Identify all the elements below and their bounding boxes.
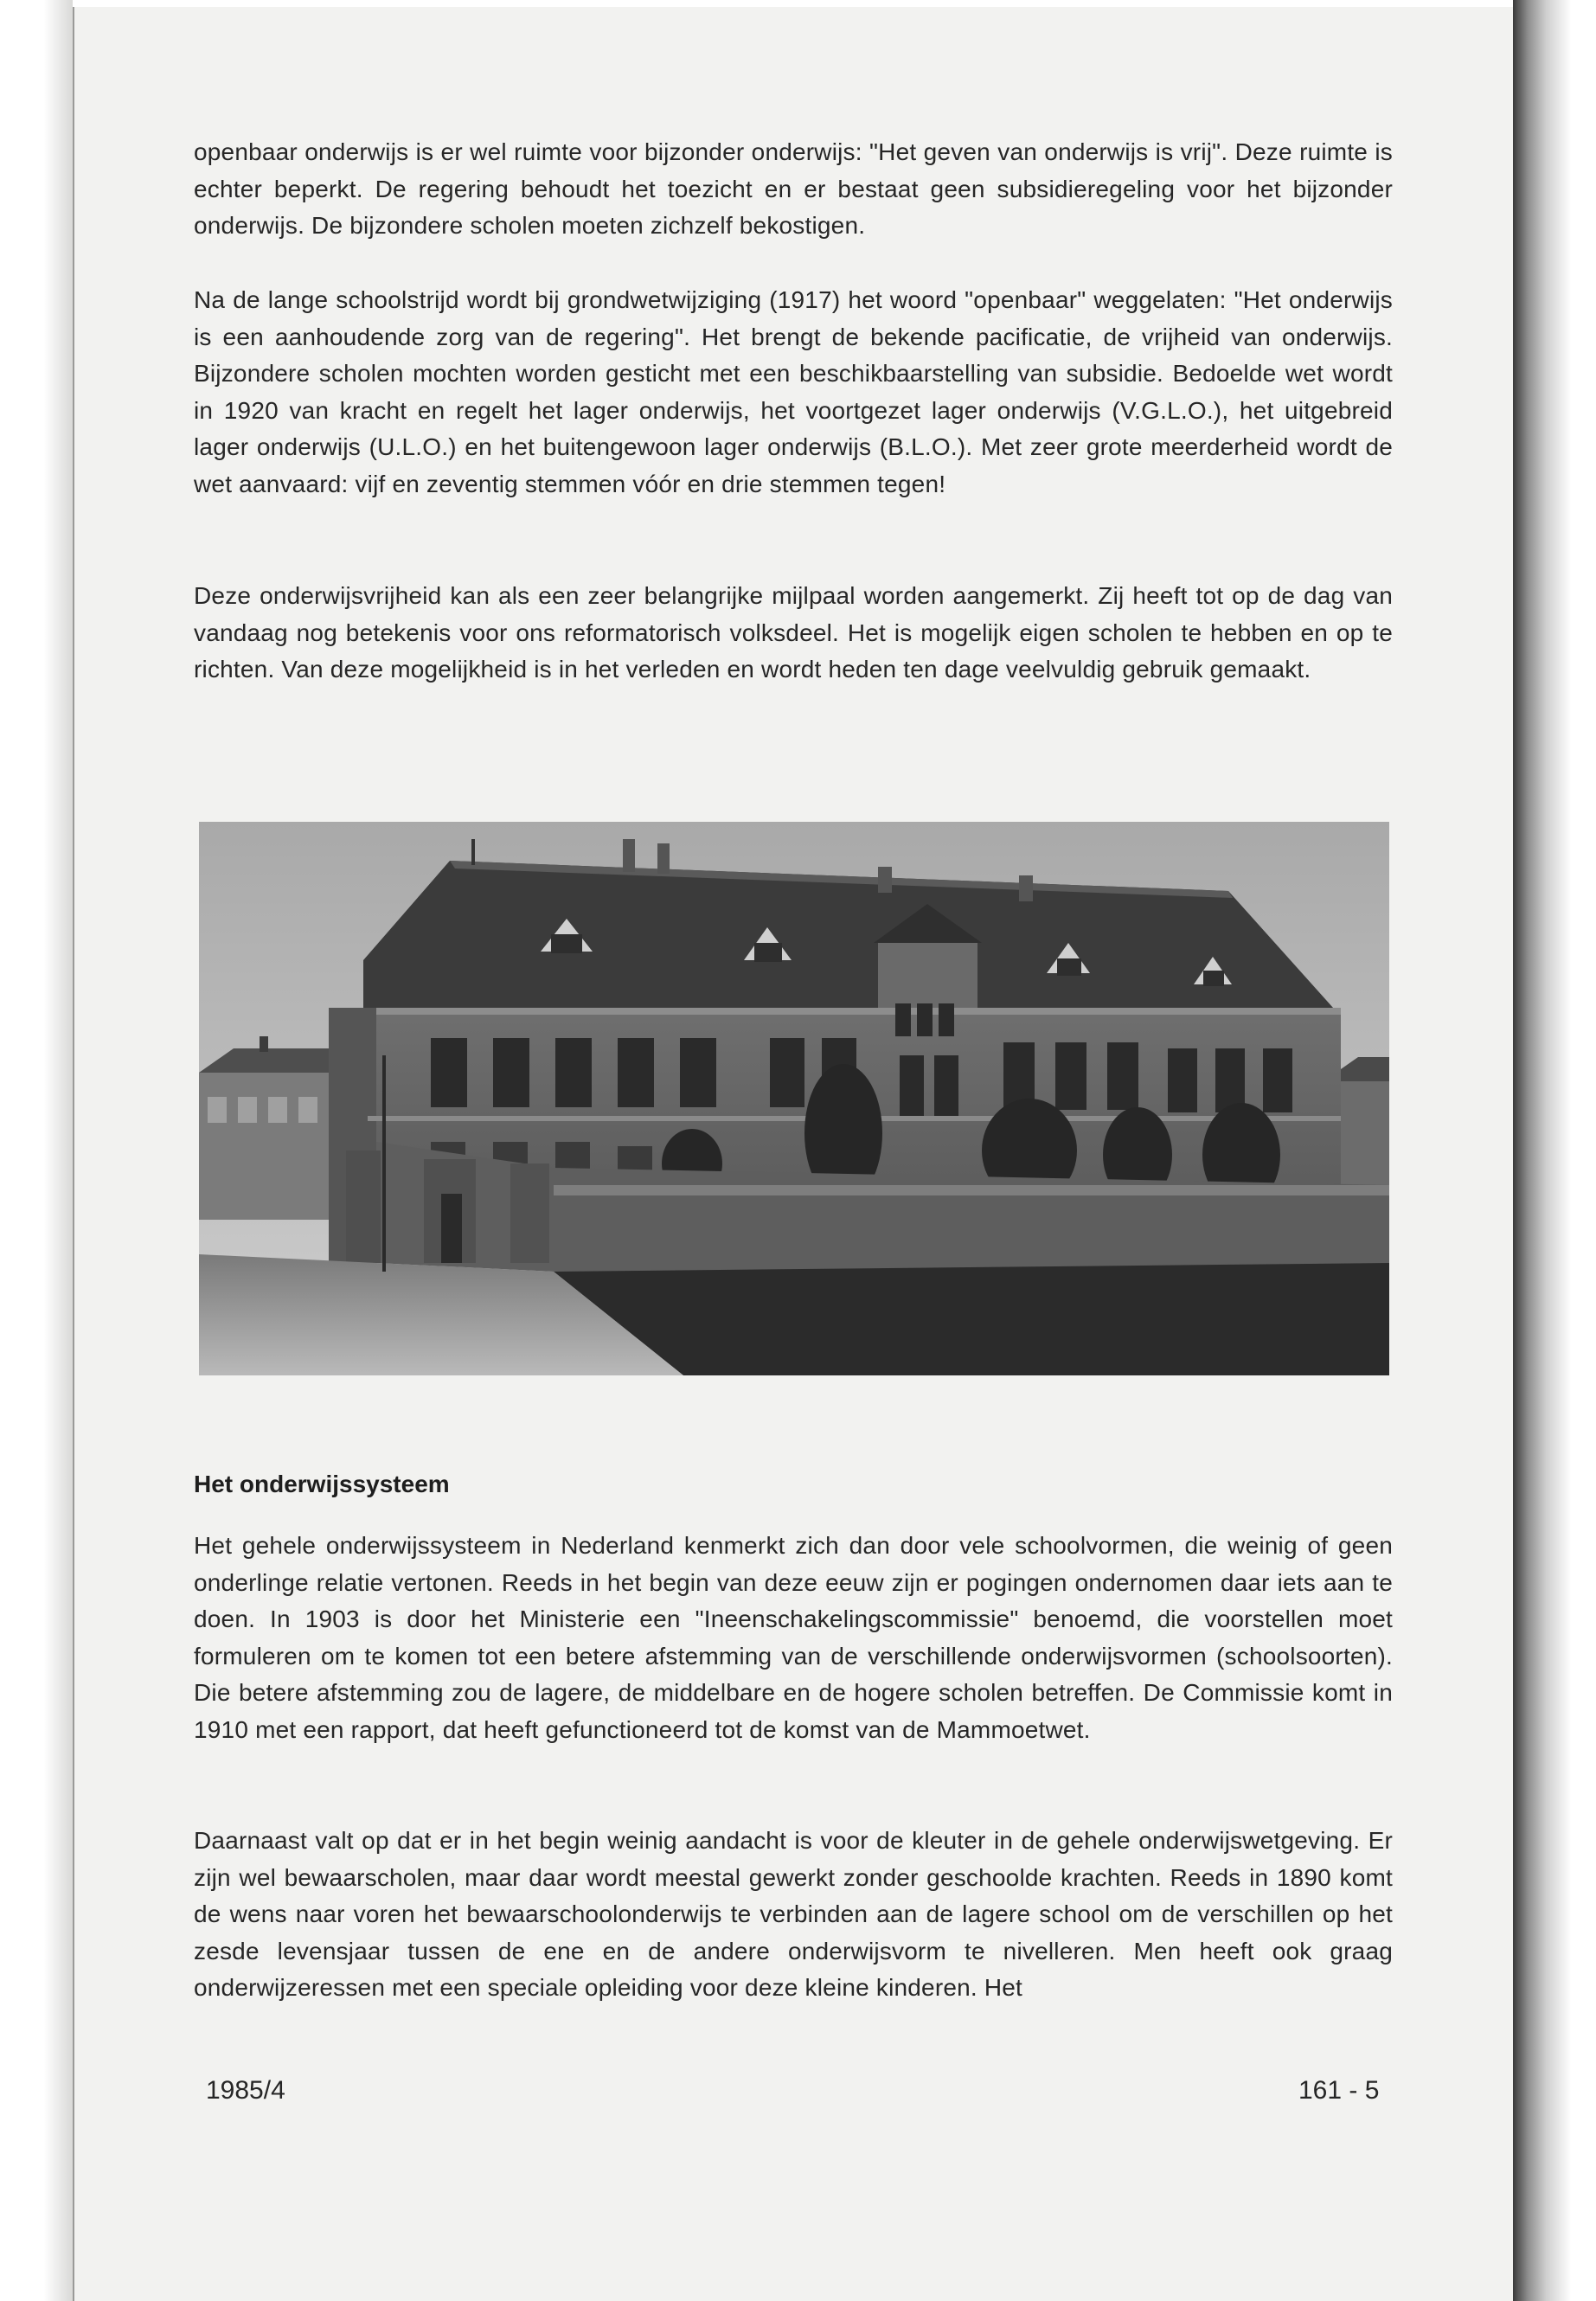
scan-edge-left xyxy=(0,0,73,2301)
section-heading: Het onderwijssysteem xyxy=(194,1471,450,1497)
paragraph-onderwijssysteem: Het gehele onderwijssysteem in Nederland kenmerkt zich dan door vele schoolvormen, die weinig of geen onderlinge relatie vertonen. Reeds in het begin van deze eeuw zijn er pogingen ondernomen daar iets aan te doen. In 1903 is door het Ministerie een "Ineenschakelingscommissie" benoemd, die voorstellen moet formuleren om te komen tot een betere afstemming van de verschillende onderwijsvormen (schoolsoorten). Die betere afstemming zou de lagere, de middelbare en de hogere scholen betreffen. De Commissie komt in 1910 met een rapport, dat heeft gefunctioneerd tot de komst van de Mammoetwet. xyxy=(194,1532,1393,1743)
school-building-photo xyxy=(199,822,1389,1375)
footer-page-number: 161 - 5 xyxy=(1298,2076,1380,2105)
paragraph-onderwijsvrijheid: Deze onderwijsvrijheid kan als een zeer belangrijke mijlpaal worden aangemerkt. Zij heeft tot op de dag van vandaag nog betekenis voor ons reformatorisch volksdeel. Het is mogelijk eigen scholen te hebben en op te richten. Van deze mogelijkheid is in het verleden en wordt heden ten dage veelvuldig gebruik gemaakt. xyxy=(194,582,1393,683)
paragraph-openbaar-onderwijs: openbaar onderwijs is er wel ruimte voor bijzonder onderwijs: "Het geven van onderwijs is vrij". Deze ruimte is echter beperkt. De regering behoudt het toezicht en er bestaat geen subsidieregeling voor het bijzonder onderwijs. De bijzondere scholen moeten zichzelf bekostigen. xyxy=(194,138,1393,239)
footer-issue: 1985/4 xyxy=(206,2076,285,2105)
scan-edge-right xyxy=(1513,0,1596,2301)
paragraph-kleuteronderwijs: Daarnaast valt op dat er in het begin weinig aandacht is voor de kleuter in de gehele onderwijswetgeving. Er zijn wel bewaarscholen, maar daar wordt meestal gewerkt zonder geschoolde krachten. Reeds in 1890 komt de wens naar voren het bewaarschoolonderwijs te verbinden aan de lagere school om de verschillen op het zesde levensjaar tussen de ene en de andere onderwijsvorm te nivelleren. Men heeft ook graag onderwijzeressen met een speciale opleiding voor deze kleine kinderen. Het xyxy=(194,1827,1393,2001)
scan-edge-top xyxy=(0,0,1596,7)
paragraph-schoolstrijd: Na de lange schoolstrijd wordt bij grondwetwijziging (1917) het woord "openbaar" weggelaten: "Het onderwijs is een aanhoudende zorg van de regering". Het brengt de bekende pacificatie, de vrijheid van onderwijs. Bijzondere scholen mochten worden gesticht met een beschikbaarstelling van subsidie. Bedoelde wet wordt in 1920 van kracht en regelt het lager onderwijs, het voortgezet lager onderwijs (V.G.L.O.), het uitgebreid lager onderwijs (U.L.O.) en het buitengewoon lager onderwijs (B.L.O.). Met zeer grote meerderheid wordt de wet aanvaard: vijf en zeventig stemmen vóór en drie stemmen tegen! xyxy=(194,286,1393,497)
